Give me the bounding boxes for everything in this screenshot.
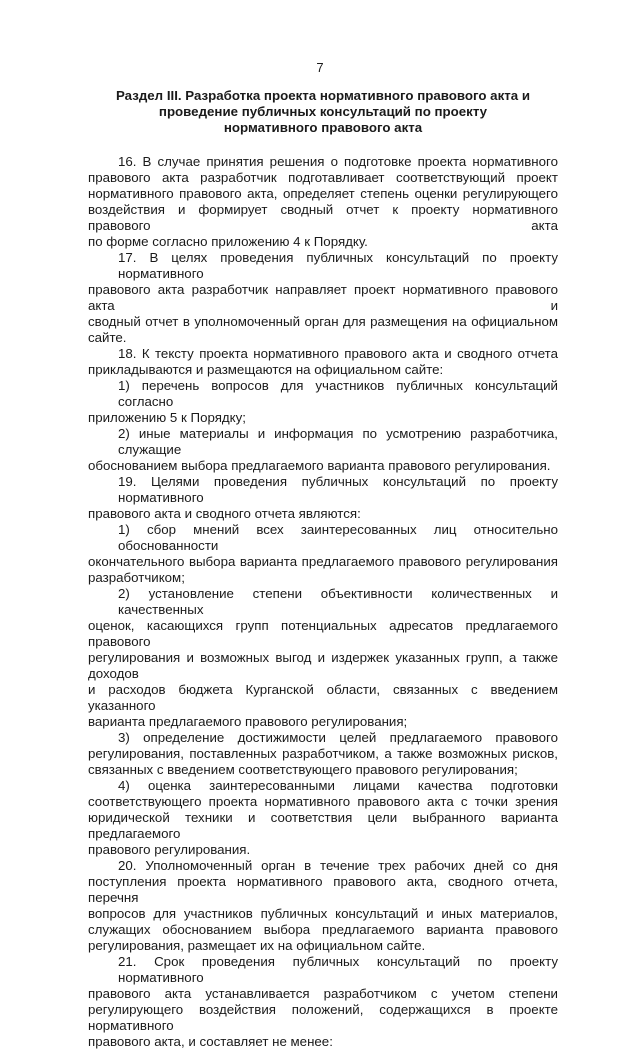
paragraph-line: вопросов для участников публичных консультаций и иных материалов,: [88, 906, 558, 921]
paragraph: [88, 954, 558, 1050]
paragraph: [88, 858, 558, 954]
paragraph-line: правового акта разработчик подготавливает соответствующий проект: [88, 170, 558, 185]
paragraph-line: правового регулирования.: [88, 842, 251, 857]
paragraph-line: правового акта устанавливается разработчиком с учетом степени: [88, 986, 558, 1001]
paragraph-line: регулирования, поставленных разработчиком, а также возможных рисков,: [88, 746, 558, 761]
paragraph: [88, 154, 558, 250]
paragraph-line: воздействия и формирует сводный отчет к проекту нормативного правового акта: [88, 202, 558, 233]
paragraph-line: 21. Срок проведения публичных консультаций по проекту нормативного: [118, 954, 558, 985]
paragraph-line: обоснованием выбора предлагаемого варианта правового регулирования.: [88, 458, 551, 473]
paragraph: [88, 474, 558, 522]
paragraph: [88, 426, 558, 474]
paragraph-line: соответствующего проекта нормативного правового акта с точки зрения: [88, 794, 558, 809]
paragraph-line: 18. К тексту проекта нормативного правового акта и сводного отчета: [118, 346, 558, 361]
paragraph-line: по форме согласно приложению 4 к Порядку.: [88, 234, 368, 249]
paragraph-line: юридической техники и соответствия цели выбранного варианта предлагаемого: [88, 810, 558, 841]
paragraph-line: 3) определение достижимости целей предлагаемого правового: [118, 730, 558, 745]
paragraph-line: нормативного правового акта, определяет степень оценки регулирующего: [88, 186, 558, 201]
paragraph-line: сайте.: [88, 330, 127, 345]
paragraph-line: связанных с введением соответствующего правового регулирования;: [88, 762, 518, 777]
paragraph-line: разработчиком;: [88, 570, 185, 585]
paragraph-line: правового акта и сводного отчета являются:: [88, 506, 361, 521]
paragraph: [88, 522, 558, 586]
paragraph: [88, 778, 558, 858]
page-number: 7: [316, 60, 324, 75]
paragraph-line: регулирующего воздействия положений, содержащихся в проекте нормативного: [88, 1002, 558, 1033]
section-heading: [88, 88, 558, 136]
paragraph: [88, 378, 558, 426]
section-heading-line: Раздел III. Разработка проекта нормативного правового акта и: [115, 88, 531, 103]
paragraph-line: сводный отчет в уполномоченный орган для размещения на официальном: [88, 314, 558, 329]
paragraph-line: 2) иные материалы и информация по усмотрению разработчика, служащие: [118, 426, 558, 457]
paragraph-line: 4) оценка заинтересованными лицами качества подготовки: [118, 778, 558, 793]
paragraph-line: приложению 5 к Порядку;: [88, 410, 246, 425]
section-heading-line: нормативного правового акта: [223, 120, 423, 135]
paragraph-line: регулирования, размещает их на официальном сайте.: [88, 938, 426, 953]
paragraph-line: 19. Целями проведения публичных консультаций по проекту нормативного: [118, 474, 558, 505]
paragraph: [88, 250, 558, 346]
paragraph-line: окончательного выбора варианта предлагаемого правового регулирования: [88, 554, 558, 569]
paragraph-line: правового акта разработчик направляет проект нормативного правового акта и: [88, 282, 558, 313]
paragraph-line: 2) установление степени объективности количественных и качественных: [118, 586, 558, 617]
paragraph-line: 20. Уполномоченный орган в течение трех рабочих дней со дня: [118, 858, 558, 873]
paragraph-line: правового акта, и составляет не менее:: [88, 1034, 333, 1049]
paragraph-line: оценок, касающихся групп потенциальных адресатов предлагаемого правового: [88, 618, 558, 649]
paragraph: [88, 730, 558, 778]
paragraph-line: варианта предлагаемого правового регулирования;: [88, 714, 408, 729]
paragraph-line: поступления проекта нормативного правового акта, сводного отчета, перечня: [88, 874, 558, 905]
paragraph-line: 1) сбор мнений всех заинтересованных лиц относительно обоснованности: [118, 522, 558, 553]
paragraph: [88, 586, 558, 730]
paragraph-line: и расходов бюджета Курганской области, связанных с введением указанного: [88, 682, 558, 713]
paragraph-line: служащих обоснованием выбора предлагаемого варианта правового: [88, 922, 558, 937]
section-heading-line: проведение публичных консультаций по проекту: [158, 104, 488, 119]
paragraph: [88, 346, 558, 378]
paragraph-line: 1) перечень вопросов для участников публичных консультаций согласно: [118, 378, 558, 409]
paragraph-line: 16. В случае принятия решения о подготовке проекта нормативного: [118, 154, 558, 169]
paragraph-line: регулирования и возможных выгод и издержек указанных групп, а также доходов: [88, 650, 558, 681]
paragraph-line: 17. В целях проведения публичных консультаций по проекту нормативного: [118, 250, 558, 281]
document-body: [88, 154, 558, 1050]
paragraph-line: прикладываются и размещаются на официальном сайте:: [88, 362, 444, 377]
